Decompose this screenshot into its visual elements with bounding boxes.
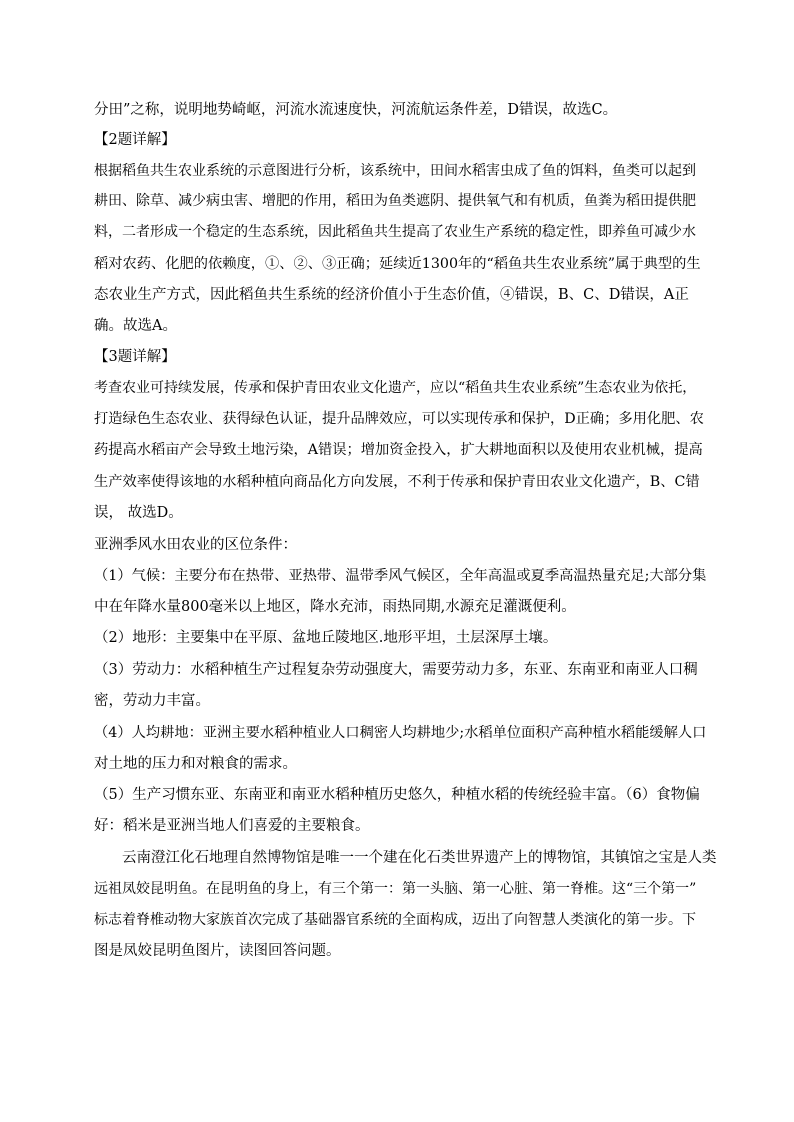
text-line: 料，二者形成一个稳定的生态系统，因此稻鱼共生提高了农业生产系统的稳定性，即养鱼可减少水 [94,224,696,240]
text-line: 态农业生产方式，因此稻鱼共生系统的经济价值小于生态价值，④错误，B、C、D错误，A正 [94,287,689,303]
text-line: 误， 故选D。 [94,505,183,521]
text-line: 中在年降水量800毫米以上地区，降水充沛，雨热同期,水源充足灌溉便利。 [94,599,576,615]
text-line: 考查农业可持续发展，传承和保护青田农业文化遗产，应以“稻鱼共生农业系统”生态农业为依托， [94,380,697,396]
text-line: 分田”之称，说明地势崎岖，河流水流速度快，河流航运条件差，D错误，故选C。 [94,102,618,118]
list-item: （3）劳动力：水稻种植生产过程复杂劳动强度大，需要劳动力多，东亚、东南亚和南亚人口稠 [94,662,698,678]
text-line: 好：稻米是亚洲当地人们喜爱的主要粮食。 [94,818,370,834]
list-item: （2）地形：主要集中在平原、盆地丘陵地区.地形平坦，土层深厚土壤。 [94,630,558,646]
text-line: 生产效率使得该地的水稻种植向商品化方向发展，不利于传承和保护青田农业文化遗产，B、C错 [94,474,700,490]
section-heading: 【3题详解】 [94,349,176,365]
text-line: 药提高水稻亩产会导致土地污染，A错误；增加资金投入，扩大耕地面积以及使用农业机械，提高 [94,442,703,458]
text-line: 云南澄江化石地理自然博物馆是唯一一个建在化石类世界遗产上的博物馆，其镇馆之宝是人类 [122,850,717,866]
text-line: 打造绿色生态农业、获得绿色认证，提升品牌效应，可以实现传承和保护，D正确；多用化肥、农 [94,411,704,427]
text-line: 根据稻鱼共生农业系统的示意图进行分析，该系统中，田间水稻害虫成了鱼的饵料，鱼类可以起到 [94,163,696,179]
section-heading: 【2题详解】 [94,132,176,148]
text-line: 亚洲季风水田农业的区位条件： [94,537,297,553]
list-item: （4）人均耕地：亚洲主要水稻种植业人口稠密人均耕地少;水稻单位面积产高种植水稻能缓解人口 [94,725,707,741]
text-line: 远祖凤姣昆明鱼。在昆明鱼的身上，有三个第一：第一头脑、第一心脏、第一脊椎。这“三个第一” [94,881,697,897]
text-line: 确。故选A。 [94,318,177,334]
list-item: （1）气候：主要分布在热带、亚热带、温带季风气候区，全年高温或夏季高温热量充足;大部分集 [94,568,707,584]
text-line: 稻对农药、化肥的依赖度，①、②、③正确；延续近1300年的“稻鱼共生农业系统”属于典型的生 [94,256,701,272]
list-item: （5）生产习惯东亚、东南亚和南亚水稻种植历史悠久，种植水稻的传统经验丰富。（6）食物偏 [94,787,700,803]
text-line: 对土地的压力和对粮食的需求。 [94,756,297,772]
text-line: 密，劳动力丰富。 [94,693,210,709]
text-line: 耕田、除草、减少病虫害、增肥的作用，稻田为鱼类遮阴、提供氧气和有机质，鱼粪为稻田提供肥 [94,193,696,209]
text-line: 图是凤姣昆明鱼图片，读图回答问题。 [94,943,341,959]
text-line: 标志着脊椎动物大家族首次完成了基础器官系统的全面构成，迈出了向智慧人类演化的第一步。下 [94,912,696,928]
